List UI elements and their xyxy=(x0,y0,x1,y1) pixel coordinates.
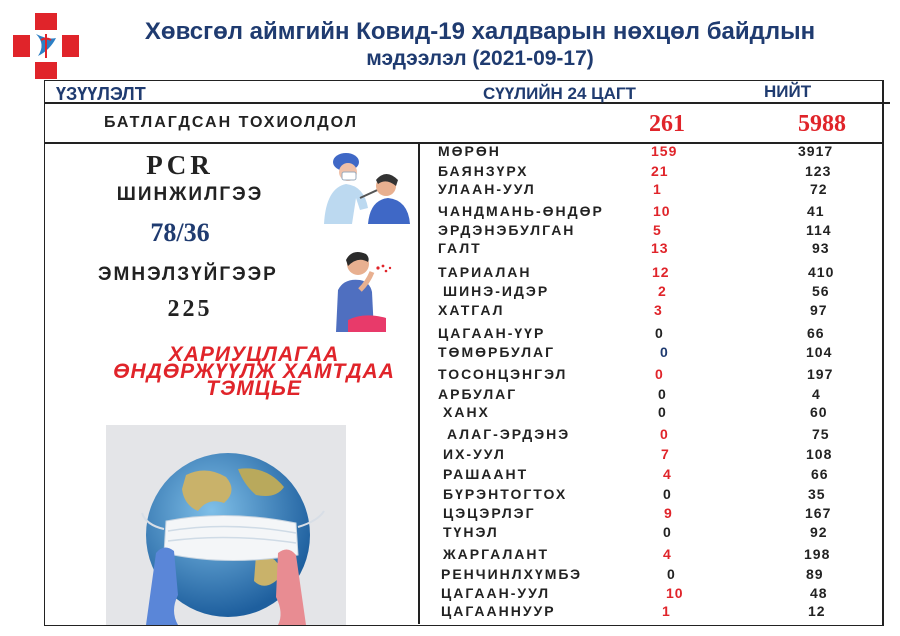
district-name: ЦАГААННУУР xyxy=(441,603,556,619)
district-total-value: 410 xyxy=(808,264,835,280)
district-name: ХАНХ xyxy=(443,404,490,420)
district-total-value: 104 xyxy=(806,344,833,360)
district-total-value: 75 xyxy=(812,426,830,442)
district-daily-value: 1 xyxy=(662,603,671,619)
district-total-value: 97 xyxy=(810,302,828,318)
district-row xyxy=(0,546,890,564)
district-daily-value: 0 xyxy=(660,426,669,442)
district-total-value: 35 xyxy=(808,486,826,502)
district-total-value: 12 xyxy=(808,603,826,619)
district-row xyxy=(0,466,890,484)
district-row xyxy=(0,163,890,181)
district-name: ЦАГААН-ҮҮР xyxy=(438,325,546,341)
district-row xyxy=(0,222,890,240)
district-daily-value: 4 xyxy=(663,546,672,562)
district-daily-value: 2 xyxy=(658,283,667,299)
district-total-value: 198 xyxy=(804,546,831,562)
confirmed-cases-label: БАТЛАГДСАН ТОХИОЛДОЛ xyxy=(104,114,358,131)
district-daily-value: 0 xyxy=(658,404,667,420)
district-row xyxy=(0,366,890,384)
red-cross-logo-icon xyxy=(10,10,82,82)
district-row xyxy=(0,240,890,258)
district-daily-value: 3 xyxy=(654,302,663,318)
district-name: РЕНЧИНЛХҮМБЭ xyxy=(441,566,583,582)
district-daily-value: 12 xyxy=(652,264,670,280)
district-name: ЧАНДМАНЬ-ӨНДӨР xyxy=(438,203,604,219)
district-name: ЖАРГАЛАНТ xyxy=(443,546,550,562)
district-daily-value: 159 xyxy=(651,143,678,159)
district-row xyxy=(0,404,890,422)
district-name: РАШААНТ xyxy=(443,466,529,482)
district-row xyxy=(0,143,890,161)
district-row xyxy=(0,283,890,301)
district-row xyxy=(0,603,890,621)
district-row xyxy=(0,486,890,504)
district-row xyxy=(0,181,890,199)
district-name: ИХ-УУЛ xyxy=(443,446,506,462)
district-name: УЛААН-УУЛ xyxy=(438,181,536,197)
district-total-value: 66 xyxy=(811,466,829,482)
district-total-value: 3917 xyxy=(798,143,834,159)
district-total-value: 4 xyxy=(812,386,821,402)
district-total-value: 60 xyxy=(810,404,828,420)
district-row xyxy=(0,585,890,603)
district-daily-value: 10 xyxy=(653,203,671,219)
district-name: ТӨМӨРБУЛАГ xyxy=(438,344,556,360)
district-row xyxy=(0,566,890,584)
header-divider xyxy=(44,102,890,104)
column-header-total: НИЙТ xyxy=(764,82,812,101)
district-row xyxy=(0,426,890,444)
pcr-title: PCR xyxy=(146,150,214,180)
district-row xyxy=(0,386,890,404)
district-total-value: 123 xyxy=(805,163,832,179)
district-daily-value: 0 xyxy=(655,325,664,341)
district-total-value: 114 xyxy=(806,222,832,238)
district-row xyxy=(0,505,890,523)
title-line-1: Хөвсгөл аймгийн Ковид-19 халдварын нөхцөл байдлын xyxy=(144,18,816,45)
district-total-value: 41 xyxy=(807,203,825,219)
hospital-value: 225 xyxy=(167,296,213,322)
district-name: МӨРӨН xyxy=(438,143,501,159)
district-row xyxy=(0,203,890,221)
district-daily-value: 0 xyxy=(663,524,672,540)
district-total-value: 66 xyxy=(807,325,825,341)
district-total-value: 197 xyxy=(807,366,834,382)
district-name: ЦАГААН-УУЛ xyxy=(441,585,551,601)
district-daily-value: 1 xyxy=(653,181,662,197)
district-name: ЦЭЦЭРЛЭГ xyxy=(443,505,536,521)
district-row xyxy=(0,524,890,542)
district-name: ГАЛТ xyxy=(438,240,482,256)
district-row xyxy=(0,302,890,320)
district-total-value: 72 xyxy=(810,181,828,197)
district-name: ШИНЭ-ИДЭР xyxy=(443,283,550,299)
district-daily-value: 0 xyxy=(658,386,667,402)
district-name: ТОСОНЦЭНГЭЛ xyxy=(438,366,568,382)
district-name: ТҮНЭЛ xyxy=(443,524,499,540)
district-total-value: 167 xyxy=(805,505,832,521)
district-daily-value: 10 xyxy=(666,585,684,601)
district-daily-value: 0 xyxy=(655,366,664,382)
district-daily-value: 13 xyxy=(651,240,669,256)
district-row xyxy=(0,264,890,282)
column-header-indicator: ҮЗҮҮЛЭЛТ xyxy=(56,84,146,104)
district-daily-value: 0 xyxy=(667,566,676,582)
district-daily-value: 0 xyxy=(660,344,669,360)
district-name: ТАРИАЛАН xyxy=(438,264,532,280)
district-name: ХАТГАЛ xyxy=(438,302,505,318)
district-total-value: 108 xyxy=(806,446,833,462)
district-daily-value: 7 xyxy=(661,446,670,462)
district-daily-value: 21 xyxy=(651,163,669,179)
district-total-value: 93 xyxy=(812,240,830,256)
district-row xyxy=(0,325,890,343)
district-daily-value: 9 xyxy=(664,505,673,521)
slogan-line-1: ХАРИУЦЛАГАА xyxy=(168,343,340,366)
hospital-label: ЭМНЭЛЗҮЙГЭЭР xyxy=(98,264,278,285)
column-header-last24h: СҮҮЛИЙН 24 ЦАГТ xyxy=(483,84,636,103)
confirmed-total-value: 5988 xyxy=(798,111,846,137)
district-daily-value: 0 xyxy=(663,486,672,502)
district-row xyxy=(0,446,890,464)
district-name: АРБУЛАГ xyxy=(438,386,518,402)
district-daily-value: 5 xyxy=(653,222,662,238)
district-total-value: 56 xyxy=(812,283,830,299)
slogan-line-2: ӨНДӨРЖҮҮЛЖ ХАМТДАА xyxy=(113,360,395,383)
district-total-value: 48 xyxy=(810,585,828,601)
pcr-subtitle: ШИНЖИЛГЭЭ xyxy=(116,184,264,205)
pcr-value: 78/36 xyxy=(150,218,210,247)
slogan-line-3: ТЭМЦЬЕ xyxy=(206,377,302,400)
district-name: БАЯНЗҮРХ xyxy=(438,163,529,179)
district-name: АЛАГ-ЭРДЭНЭ xyxy=(447,426,571,442)
title-line-2: мэдээлэл (2021-09-17) xyxy=(366,47,594,70)
district-name: БҮРЭНТОГТОХ xyxy=(443,486,568,502)
district-row xyxy=(0,343,890,366)
confirmed-last24h-value: 261 xyxy=(649,111,685,137)
district-total-value: 89 xyxy=(806,566,824,582)
district-daily-value: 4 xyxy=(663,466,672,482)
district-total-value: 92 xyxy=(810,524,828,540)
district-name: ЭРДЭНЭБУЛГАН xyxy=(438,222,576,238)
page-title xyxy=(110,18,850,72)
